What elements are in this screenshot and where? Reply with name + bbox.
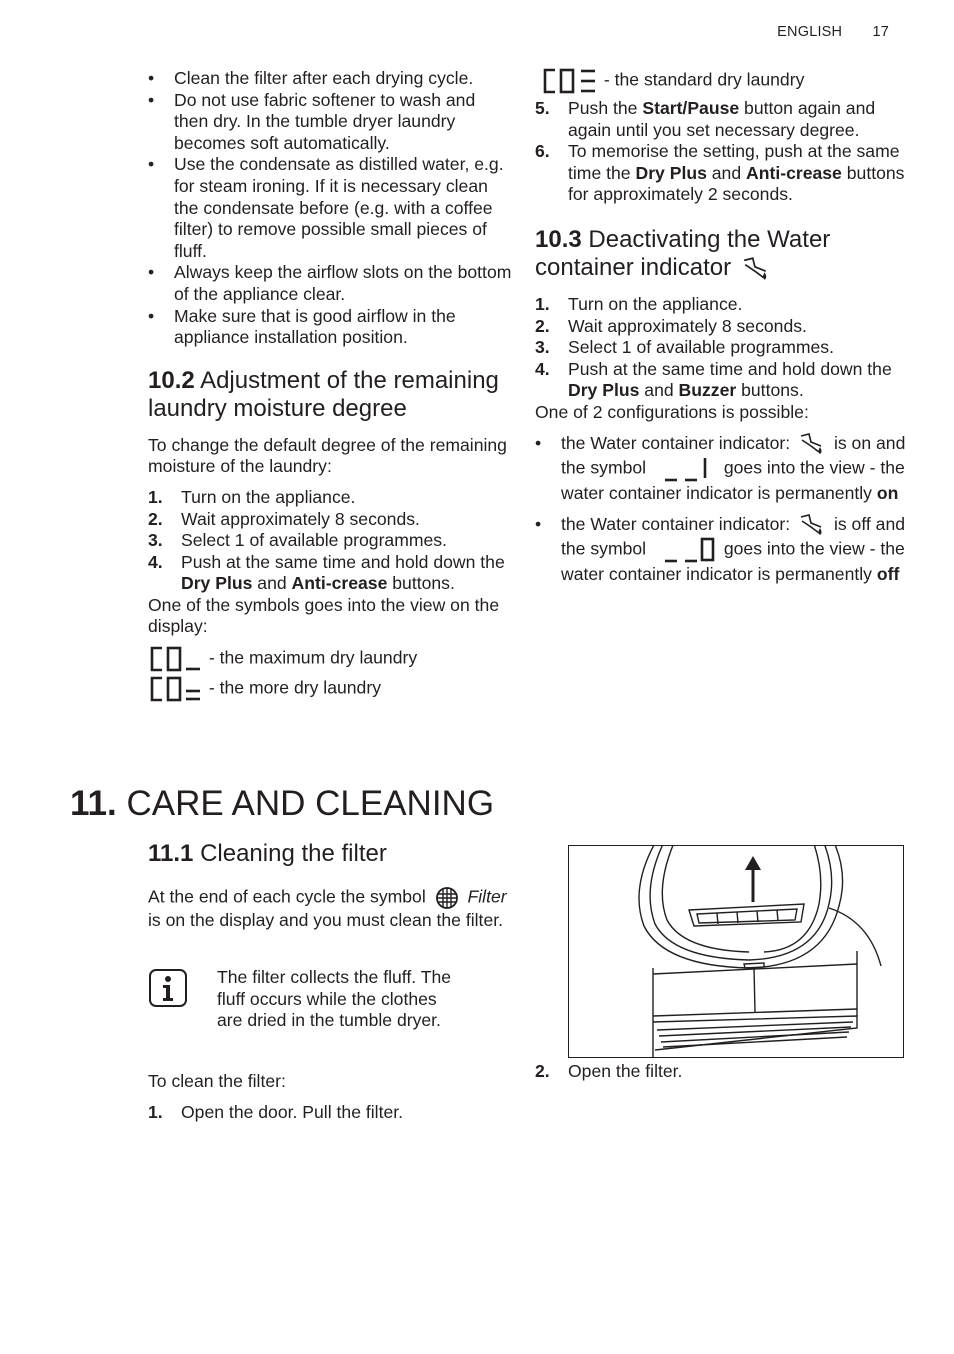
- symbol-caption: - the more dry laundry: [208, 677, 381, 698]
- list-item: 1. Turn on the appliance.: [148, 486, 356, 507]
- list-item: • the Water container indicator: is on and the symbol goes into the view - the water container indicator is permanently on: [535, 432, 907, 505]
- page-header: [777, 22, 889, 44]
- filter-icon: [435, 886, 459, 910]
- water-container-icon: [799, 432, 825, 456]
- paragraph: To clean the filter:: [148, 1071, 286, 1091]
- config-list: [535, 432, 907, 587]
- water-container-icon: [742, 256, 770, 282]
- chapter-number: 11.: [70, 784, 117, 823]
- list-item: • Do not use fabric softener to wash and then dry. In the tumble dryer laundry becomes soft automatically.: [148, 90, 513, 155]
- lcd-indicator-off-icon: [655, 537, 715, 563]
- dryer-filter-illustration: [568, 845, 904, 1058]
- list-item: 4. Push at the same time and hold down the Dry Plus and Anti-crease buttons.: [148, 551, 505, 594]
- tips-list: [148, 68, 513, 349]
- lcd-standard-dry-icon: [541, 68, 599, 94]
- display-symbol-row: [148, 646, 513, 676]
- right-column: [535, 68, 907, 586]
- lcd-more-dry-icon: [148, 676, 204, 702]
- display-symbol-row: [541, 68, 907, 98]
- steps-list: [148, 1102, 513, 1124]
- water-container-icon: [799, 513, 825, 537]
- list-item: 2. Wait approximately 8 seconds.: [535, 315, 807, 336]
- steps-list: [148, 487, 513, 595]
- section-heading-11-1: [148, 840, 513, 868]
- list-item: 5. Push the Start/Pause button again and again until you set necessary degree.: [535, 98, 876, 140]
- list-item: • Always keep the airflow slots on the bottom of the appliance clear.: [148, 262, 513, 305]
- section-heading-10-3: [535, 226, 907, 282]
- list-item: • the Water container indicator: is off and the symbol goes into the view - the water container indicator is permanently off: [535, 513, 907, 586]
- lcd-indicator-on-icon: [655, 456, 715, 482]
- list-item: • Use the condensate as distilled water, e.g. for steam ironing. If it is necessary clean the condensate before (e.g. with a coffee filter) to remove possible small pieces of fluff.: [148, 154, 513, 262]
- list-item: 3. Select 1 of available programmes.: [148, 530, 447, 551]
- symbol-caption: - the standard dry laundry: [603, 69, 805, 90]
- paragraph: To change the default degree of the remaining moisture of the laundry:: [148, 434, 507, 477]
- list-item: 6. To memorise the setting, push at the same time the Dry Plus and Anti-crease buttons for approximately 2 seconds.: [535, 141, 905, 205]
- list-item: • Clean the filter after each drying cycle.: [148, 68, 513, 90]
- display-symbol-row: [148, 676, 513, 706]
- section-number: 10.3: [535, 225, 582, 253]
- section-11-1: [148, 840, 513, 932]
- lcd-max-dry-icon: [148, 646, 204, 672]
- dryer-drawing: [569, 846, 903, 1057]
- section-number: 10.2: [148, 366, 195, 394]
- left-column: [148, 68, 513, 706]
- page-number: 17: [872, 24, 889, 40]
- section-title: Deactivating the Water container indicator: [535, 225, 831, 281]
- section-title: Cleaning the filter: [200, 840, 387, 867]
- section-number: 11.1: [148, 840, 194, 867]
- section-heading-10-2: [148, 367, 513, 423]
- steps-list: [535, 98, 907, 206]
- section-title: Adjustment of the remaining laundry moisture degree: [148, 366, 499, 422]
- paragraph: At the end of each cycle the symbol Filter is on the display and you must clean the filter.: [148, 886, 507, 930]
- list-item: 2. Wait approximately 8 seconds.: [148, 508, 420, 529]
- list-item: 2. Open the filter.: [535, 1061, 683, 1081]
- paragraph: One of 2 configurations is possible:: [535, 401, 809, 422]
- chapter-title: CARE AND CLEANING: [126, 784, 495, 823]
- info-icon: [148, 968, 188, 1008]
- list-item: 4. Push at the same time and hold down the Dry Plus and Buzzer buttons.: [535, 358, 892, 401]
- chapter-heading: [70, 782, 494, 826]
- paragraph: One of the symbols goes into the view on the display:: [148, 594, 500, 637]
- list-item: • Make sure that is good airflow in the appliance installation position.: [148, 306, 513, 349]
- list-item: 3. Select 1 of available programmes.: [535, 337, 834, 358]
- info-note: The filter collects the fluff. The fluff occurs while the clothes are dried in the tumble dryer.: [217, 967, 452, 1031]
- steps-list: [535, 1061, 907, 1083]
- header-language: ENGLISH: [777, 24, 843, 40]
- steps-list: [535, 294, 907, 402]
- symbol-caption: - the maximum dry laundry: [208, 647, 418, 668]
- list-item: 1. Open the door. Pull the filter.: [148, 1102, 404, 1122]
- list-item: 1. Turn on the appliance.: [535, 293, 743, 314]
